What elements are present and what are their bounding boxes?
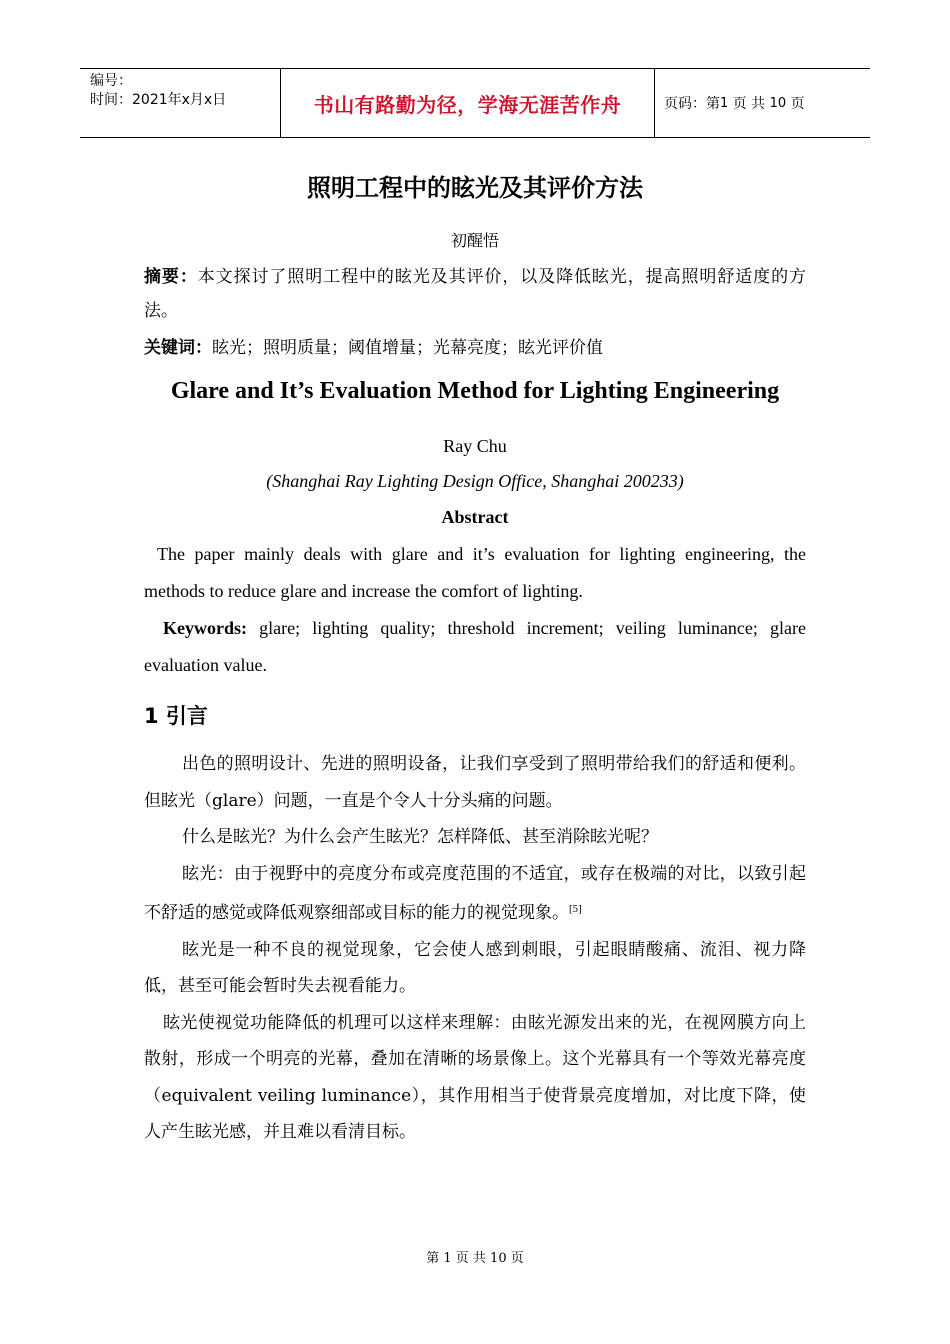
author-en: Ray Chu <box>443 436 507 456</box>
page-current: 1 <box>720 95 729 111</box>
paragraph-with-citation <box>144 856 806 932</box>
page-header <box>80 68 870 138</box>
document-number-label: 编号： <box>90 73 132 89</box>
section-1-heading: 1 引言 <box>144 704 208 728</box>
keywords-cn <box>144 334 806 362</box>
abstract-en <box>144 536 806 610</box>
abstract-cn <box>144 260 806 328</box>
citation-ref: [5] <box>569 905 582 915</box>
section-1-body <box>144 746 806 1151</box>
paragraph: 什么是眩光？为什么会产生眩光？怎样降低、甚至消除眩光呢？ <box>182 827 658 847</box>
paragraph-text: 眩光：由于视野中的亮度分布或亮度范围的不适宜，或存在极端的对比，以致引起不舒适的感觉或降低观察细部或目标的能力的视觉现象。 <box>144 863 806 923</box>
page-suffix: 页 <box>790 96 805 112</box>
document-time-label: 时间：2021年x月x日 <box>90 92 227 108</box>
header-motto: 书山有路勤为径，学海无涯苦作舟 <box>313 92 622 117</box>
keywords-en-text: glare; lighting quality; threshold increment; veiling luminance; glare evaluation value. <box>144 618 806 675</box>
abstract-en-heading: Abstract <box>441 507 509 527</box>
keywords-cn-label: 关键词： <box>144 338 212 358</box>
header-motto-cell <box>281 69 655 137</box>
page-footer: 第 1 页 共 10 页 <box>426 1251 524 1266</box>
page-total: 10 <box>769 95 787 111</box>
keywords-en-label: Keywords: <box>163 618 247 638</box>
abstract-cn-label: 摘要： <box>144 267 198 287</box>
keywords-en <box>144 610 806 684</box>
abstract-cn-text: 本文探讨了照明工程中的眩光及其评价，以及降低眩光，提高照明舒适度的方法。 <box>144 267 806 321</box>
paragraph: 眩光是一种不良的视觉现象，它会使人感到刺眼，引起眼睛酸痛、流泪、视力降低，甚至可能会暂时失去视看能力。 <box>144 939 806 996</box>
affiliation-en: (Shanghai Ray Lighting Design Office, Shanghai 200233) <box>266 471 684 491</box>
document-title-cn: 照明工程中的眩光及其评价方法 <box>307 174 643 202</box>
header-page-cell <box>655 69 870 137</box>
page-prefix: 页码：第 <box>664 96 720 112</box>
paragraph: 眩光使视觉功能降低的机理可以这样来理解：由眩光源发出来的光，在视网膜方向上散射，形成一个明亮的光幕，叠加在清晰的场景像上。这个光幕具有一个等效光幕亮度（equivalent veiling luminance），其作用相当于使背景亮度增加，对比度下降，使人产生眩光感，并且难以看清目标。 <box>144 1012 806 1142</box>
document-title-en: Glare and It’s Evaluation Method for Lighting Engineering <box>170 378 780 404</box>
paragraph: 出色的照明设计、先进的照明设备，让我们享受到了照明带给我们的舒适和便利。但眩光（glare）问题，一直是个令人十分头痛的问题。 <box>144 754 806 811</box>
page-mid: 页 共 <box>732 96 766 112</box>
abstract-en-text: The paper mainly deals with glare and it’s evaluation for lighting engineering, the methods to reduce glare and increase the comfort of lighting. <box>144 544 806 601</box>
header-meta-cell <box>80 69 281 137</box>
keywords-cn-text: 眩光；照明质量；阈值增量；光幕亮度；眩光评价值 <box>212 338 603 358</box>
author-cn: 初醒悟 <box>450 231 499 250</box>
